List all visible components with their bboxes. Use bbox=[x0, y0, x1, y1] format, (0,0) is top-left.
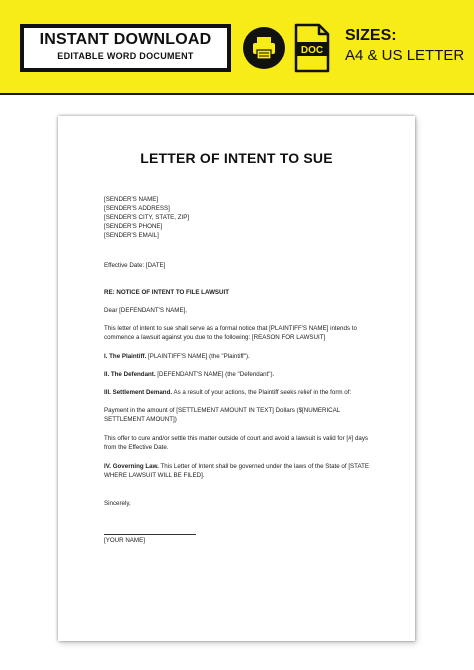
plaintiff-text: [PLAINTIFF'S NAME] (the "Plaintiff"). bbox=[146, 353, 250, 360]
sizes-info bbox=[345, 27, 464, 64]
governing-text: This Letter of Intent shall be governed under the laws of the State of [STATE WHERE LAWSUIT WILL BE FILED]. bbox=[104, 463, 370, 479]
product-banner bbox=[0, 0, 474, 95]
defendant-paragraph bbox=[104, 370, 374, 379]
doc-badge-label: DOC bbox=[300, 45, 324, 56]
signature-line bbox=[104, 534, 196, 535]
printer-icon bbox=[243, 27, 285, 69]
settlement-text: As a result of your actions, the Plaintiff seeks relief in the form of: bbox=[172, 389, 352, 396]
settlement-label: III. Settlement Demand. bbox=[104, 389, 173, 396]
sender-block bbox=[104, 195, 374, 240]
payment-paragraph: Payment in the amount of [SETTLEMENT AMOUNT IN TEXT] Dollars ($[NUMERICAL SETTLEMENT AMOUNT]) bbox=[104, 407, 340, 423]
sender-email: [SENDER'S EMAIL] bbox=[104, 232, 159, 239]
plaintiff-paragraph bbox=[104, 352, 374, 361]
offer-paragraph: This offer to cure and/or settle this matter outside of court and avoid a lawsuit is valid for [#] days from the Effective Date. bbox=[104, 435, 369, 451]
settlement-paragraph bbox=[104, 388, 374, 397]
letter-page bbox=[58, 116, 415, 641]
governing-law-paragraph bbox=[104, 462, 374, 480]
sender-phone: [SENDER'S PHONE] bbox=[104, 223, 163, 230]
sender-name: [SENDER'S NAME] bbox=[104, 196, 159, 203]
download-title: INSTANT DOWNLOAD bbox=[39, 31, 212, 48]
download-subtitle: EDITABLE WORD DOCUMENT bbox=[57, 51, 194, 61]
salutation: Dear [DEFENDANT'S NAME], bbox=[104, 307, 188, 314]
plaintiff-label: I. The Plaintiff. bbox=[104, 353, 147, 360]
sender-address: [SENDER'S ADDRESS] bbox=[104, 205, 170, 212]
defendant-label: II. The Defendant. bbox=[104, 371, 156, 378]
sizes-value: A4 & US LETTER bbox=[345, 47, 465, 64]
effective-date: Effective Date: [DATE] bbox=[104, 262, 166, 269]
doc-file-icon bbox=[293, 23, 331, 73]
intro-paragraph: This letter of intent to sue shall serve as a formal notice that [PLAINTIFF'S NAME] intends to commence a lawsuit against you due to the following: [REASON FOR LAWSUIT] bbox=[104, 325, 357, 341]
letter-title: LETTER OF INTENT TO SUE bbox=[140, 150, 333, 166]
signature-name: [YOUR NAME] bbox=[104, 537, 145, 544]
defendant-text: [DEFENDANT'S NAME] (the "Defendant"). bbox=[155, 371, 275, 378]
instant-download-box bbox=[20, 24, 231, 72]
re-line: RE: NOTICE OF INTENT TO FILE LAWSUIT bbox=[104, 289, 230, 296]
governing-label: IV. Governing Law. bbox=[104, 463, 159, 470]
sender-city-state-zip: [SENDER'S CITY, STATE, ZIP] bbox=[104, 214, 190, 221]
closing: Sincerely, bbox=[104, 500, 131, 507]
sizes-title: SIZES: bbox=[345, 27, 397, 44]
